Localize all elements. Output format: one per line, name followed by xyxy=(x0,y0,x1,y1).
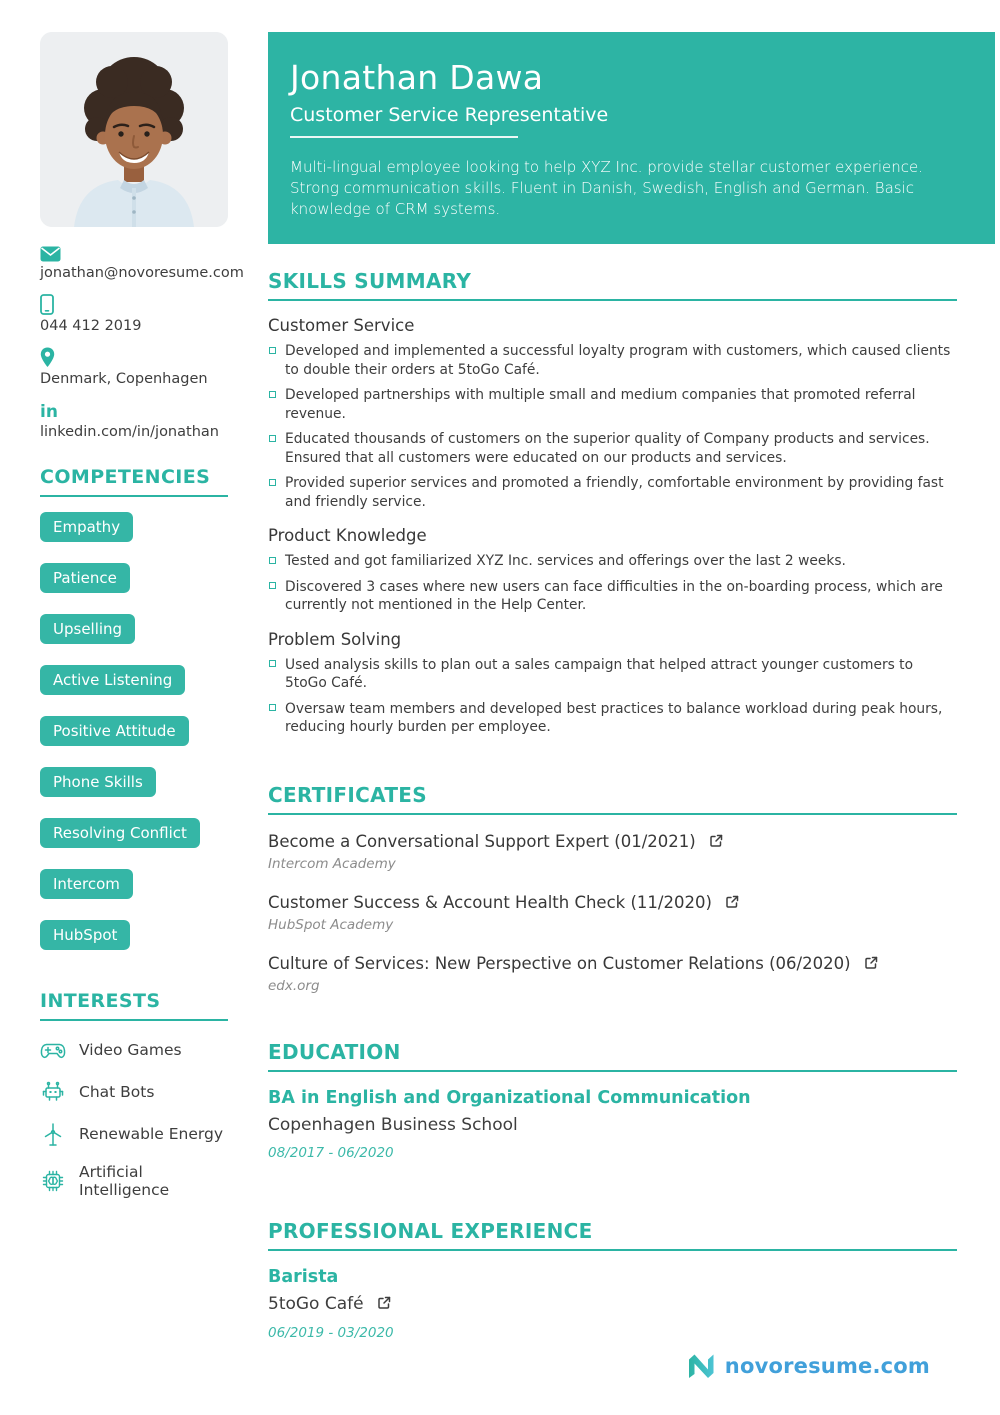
header-band xyxy=(268,32,995,244)
wind-turbine-icon xyxy=(40,1121,66,1147)
interest-artificial-intelligence xyxy=(40,1163,228,1199)
competency-tag: Resolving Conflict xyxy=(40,818,200,848)
skill-group-title: Problem Solving xyxy=(268,629,402,649)
skill-bullet: Developed and implemented a successful loyalty program with customers, which caused clients to double their orders at 5toGo Café. xyxy=(268,342,957,379)
interest-renewable-energy xyxy=(40,1121,228,1147)
education-dates: 08/2017 - 06/2020 xyxy=(268,1144,394,1161)
certificate-item xyxy=(268,832,957,872)
novoresume-logo-icon xyxy=(685,1350,717,1382)
competency-tag: Active Listening xyxy=(40,665,185,695)
skill-bullet: Developed partnerships with multiple small and medium companies that promoted referral revenue. xyxy=(268,386,957,423)
external-link-icon[interactable] xyxy=(725,894,739,913)
skills-summary-heading: SKILLS SUMMARY xyxy=(268,269,957,301)
robot-icon xyxy=(40,1079,66,1105)
certificate-title: Become a Conversational Support Expert (01/2021) xyxy=(268,831,696,851)
svg-text:in: in xyxy=(40,402,58,421)
interests-heading: INTERESTS xyxy=(40,990,228,1021)
certificate-list xyxy=(268,832,957,994)
summary-text: Multi-lingual employee looking to help XYZ Inc. provide stellar customer experience. Strong communication skills. Fluent in Danish, Swedish, English and German. Basic knowledge of CRM systems. xyxy=(290,158,924,218)
contact-email-row xyxy=(40,242,244,283)
experience-dates: 06/2019 - 03/2020 xyxy=(268,1324,394,1341)
competency-tag: Upselling xyxy=(40,614,135,644)
certificate-item xyxy=(268,893,957,933)
certificate-title-row xyxy=(268,832,957,852)
skill-bullet: Educated thousands of customers on the superior quality of Company products and services. Ensured that all customers were educated on our products and services. xyxy=(268,430,957,467)
interest-chat-bots xyxy=(40,1079,228,1105)
person-name: Jonathan Dawa xyxy=(290,58,544,97)
novoresume-brand-text[interactable]: novoresume.com xyxy=(724,1354,930,1378)
certificate-issuer: Intercom Academy xyxy=(268,855,396,872)
ai-chip-icon xyxy=(40,1168,66,1194)
competency-tag: HubSpot xyxy=(40,920,130,950)
main-column xyxy=(268,32,995,1341)
skill-bullets xyxy=(268,342,957,511)
skill-group-product-knowledge xyxy=(268,526,957,615)
contact-linkedin-row xyxy=(40,401,228,442)
certificate-title-row xyxy=(268,893,957,913)
skill-group-title: Customer Service xyxy=(268,316,415,335)
phone-icon xyxy=(40,295,228,315)
profile-photo-illustration xyxy=(40,32,228,227)
interest-label: Chat Bots xyxy=(79,1083,155,1101)
contact-phone-row xyxy=(40,295,228,336)
contact-location: Denmark, Copenhagen xyxy=(40,371,208,387)
education-heading: EDUCATION xyxy=(268,1040,957,1072)
education-section xyxy=(268,1040,957,1161)
certificates-heading: CERTIFICATES xyxy=(268,783,957,815)
contact-location-row xyxy=(40,348,228,389)
experience-company-row xyxy=(268,1294,957,1315)
person-title: Customer Service Representative xyxy=(290,104,609,126)
interest-label: Artificial Intelligence xyxy=(79,1163,170,1199)
interest-label: Renewable Energy xyxy=(79,1125,224,1143)
gamepad-icon xyxy=(40,1037,66,1063)
experience-company: 5toGo Café xyxy=(268,1293,364,1314)
competencies-heading: COMPETENCIES xyxy=(40,466,228,497)
competency-tag: Phone Skills xyxy=(40,767,156,797)
skill-group-customer-service xyxy=(268,316,957,511)
education-school: Copenhagen Business School xyxy=(268,1114,518,1135)
title-underline xyxy=(290,136,518,138)
linkedin-icon xyxy=(40,401,228,421)
competency-tag: Intercom xyxy=(40,869,133,899)
location-icon xyxy=(40,348,228,368)
experience-heading: PROFESSIONAL EXPERIENCE xyxy=(268,1219,957,1251)
email-icon xyxy=(40,242,228,262)
skill-bullets xyxy=(268,656,957,737)
skill-bullet: Tested and got familiarized XYZ Inc. services and offerings over the last 2 weeks. xyxy=(268,552,957,571)
skill-bullets xyxy=(268,552,957,615)
contact-linkedin[interactable]: linkedin.com/in/jonathan xyxy=(40,424,219,440)
interests-section xyxy=(40,990,228,1199)
competencies-section xyxy=(40,466,228,950)
certificate-title-row xyxy=(268,954,957,974)
certificate-title: Culture of Services: New Perspective on Customer Relations (06/2020) xyxy=(268,953,851,973)
competency-tags xyxy=(40,512,228,950)
external-link-icon[interactable] xyxy=(709,833,723,852)
external-link-icon[interactable] xyxy=(864,955,878,974)
contact-phone: 044 412 2019 xyxy=(40,318,142,334)
competency-tag: Patience xyxy=(40,563,130,593)
profile-photo xyxy=(40,32,228,227)
certificate-issuer: HubSpot Academy xyxy=(268,916,394,933)
skill-bullet: Discovered 3 cases where new users can face difficulties in the on-boarding process, which are currently not mentioned in the Help Center. xyxy=(268,578,957,615)
certificate-item xyxy=(268,954,957,994)
skill-group-problem-solving xyxy=(268,630,957,737)
competency-tag: Positive Attitude xyxy=(40,716,189,746)
skill-bullet: Used analysis skills to plan out a sales campaign that helped attract younger customers to 5toGo Café. xyxy=(268,656,957,693)
interest-video-games xyxy=(40,1037,228,1063)
certificate-issuer: edx.org xyxy=(268,977,320,994)
skill-bullet: Oversaw team members and developed best practices to balance workload during peak hours, reducing hourly burden per employee. xyxy=(268,700,957,737)
sidebar xyxy=(40,32,244,1199)
footer-brand[interactable] xyxy=(685,1350,930,1382)
skill-group-title: Product Knowledge xyxy=(268,526,427,545)
certificates-section xyxy=(268,783,957,994)
experience-section xyxy=(268,1219,957,1341)
interest-label: Video Games xyxy=(79,1041,182,1059)
education-degree: BA in English and Organizational Communication xyxy=(268,1087,751,1108)
skill-bullet: Provided superior services and promoted a friendly, comfortable environment by providing fast and friendly service. xyxy=(268,474,957,511)
experience-role: Barista xyxy=(268,1266,339,1287)
contact-email[interactable]: jonathan@novoresume.com xyxy=(40,265,244,281)
skills-summary-section xyxy=(268,269,957,737)
external-link-icon[interactable] xyxy=(377,1295,391,1315)
certificate-title: Customer Success & Account Health Check (11/2020) xyxy=(268,892,712,912)
competency-tag: Empathy xyxy=(40,512,133,542)
